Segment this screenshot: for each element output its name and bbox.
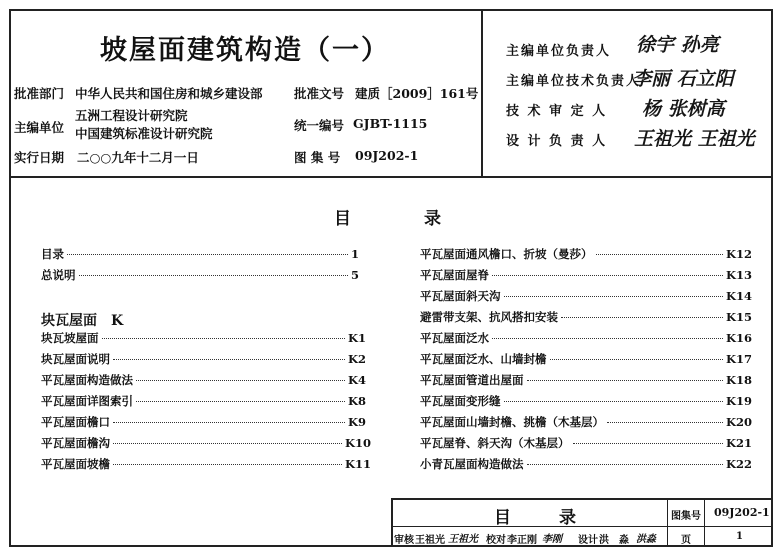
approval-doc: 建质［2009］161号 xyxy=(355,86,479,101)
dot-leader xyxy=(102,338,346,339)
dot-leader xyxy=(492,338,723,339)
toc-entry[interactable] xyxy=(420,456,752,472)
toc-entry-label: 目录 xyxy=(41,247,64,261)
toc-entry-label: 平瓦屋面檐口 xyxy=(41,415,110,429)
review-name: 王祖光 xyxy=(415,535,445,546)
dot-leader xyxy=(136,401,345,402)
page-no-value: 1 xyxy=(736,531,743,542)
signature-tech-head: 李丽 石立阳 xyxy=(632,68,734,90)
toc-entry[interactable] xyxy=(41,414,366,430)
toc-entry-label: 平瓦屋面管道出屋面 xyxy=(420,373,524,387)
dot-leader xyxy=(113,359,345,360)
toc-entry[interactable] xyxy=(420,435,752,451)
toc-entry-page: 1 xyxy=(350,247,359,261)
dot-leader xyxy=(113,464,342,465)
responsible-role-designer: 设 计 负 责 人 xyxy=(506,134,608,149)
toc-title-left: 目 xyxy=(334,209,351,229)
toc-entry[interactable] xyxy=(420,414,752,430)
toc-entry-label: 平瓦屋面构造做法 xyxy=(41,373,133,387)
toc-entry[interactable] xyxy=(41,351,366,367)
dot-leader xyxy=(561,317,723,318)
editor-line1: 五洲工程设计研究院 xyxy=(75,108,188,123)
editor-line2: 中国建筑标准设计研究院 xyxy=(75,126,213,141)
title-block-left-border xyxy=(391,498,393,547)
toc-entry-page: K11 xyxy=(345,457,371,471)
toc-entry-page: K21 xyxy=(726,436,752,450)
dot-leader xyxy=(607,422,723,423)
dot-leader xyxy=(113,422,345,423)
toc-entry-label: 块瓦屋面说明 xyxy=(41,352,110,366)
toc-entry-label: 避雷带支架、抗风搭扣安装 xyxy=(420,310,558,324)
design-signature: 洪淼 xyxy=(636,534,656,545)
toc-entry-page: K18 xyxy=(726,373,752,387)
toc-entry-page: K22 xyxy=(726,457,752,471)
check-name: 李正刚 xyxy=(507,535,537,546)
dot-leader xyxy=(573,443,724,444)
toc-entry-label: 平瓦屋面坡檐 xyxy=(41,457,110,471)
atlas-no: 09J202-1 xyxy=(355,148,419,163)
toc-entry-label: 平瓦屋面详图索引 xyxy=(41,394,133,408)
sheet-title-left: 目 xyxy=(494,508,511,528)
dot-leader xyxy=(596,254,724,255)
dot-leader xyxy=(492,275,723,276)
design-name: 洪 淼 xyxy=(599,535,629,546)
approval-dept: 中华人民共和国住房和城乡建设部 xyxy=(75,86,263,101)
toc-entry[interactable] xyxy=(41,456,371,472)
title-block-divider-2 xyxy=(704,498,705,547)
toc-entry-page: K19 xyxy=(726,394,752,408)
toc-entry-label: 平瓦屋面檐沟 xyxy=(41,436,110,450)
toc-entry-label: 平瓦屋面泛水、山墙封檐 xyxy=(420,352,547,366)
dot-leader xyxy=(527,464,724,465)
toc-entry-label: 平瓦屋脊、斜天沟（木基层） xyxy=(420,436,570,450)
responsible-role-editor-head: 主编单位负责人 xyxy=(506,44,612,59)
title-block-top-border xyxy=(391,498,773,500)
page-title: 坡屋面建筑构造（一） xyxy=(100,35,390,66)
responsible-role-tech-head: 主编单位技术负责人 xyxy=(506,74,642,89)
title-block-divider-1 xyxy=(667,498,668,547)
toc-entry-page: K16 xyxy=(726,331,752,345)
toc-entry-page: K1 xyxy=(348,331,366,345)
toc-entry-page: K13 xyxy=(726,268,752,282)
toc-entry[interactable] xyxy=(41,246,359,262)
toc-entry-page: K10 xyxy=(345,436,371,450)
dot-leader xyxy=(550,359,724,360)
toc-entry-page: K8 xyxy=(348,394,366,408)
check-signature: 李刚 xyxy=(542,534,562,545)
toc-entry-label: 平瓦屋面山墙封檐、挑檐（木基层） xyxy=(420,415,604,429)
toc-entry-page: K4 xyxy=(348,373,366,387)
signature-designer: 王祖光 王祖光 xyxy=(634,128,755,150)
page-label: 页 xyxy=(681,535,691,546)
signature-reviewer: 杨 张树高 xyxy=(642,98,725,120)
atlas-no-label: 图 集 号 xyxy=(294,150,341,165)
toc-entry[interactable] xyxy=(41,435,371,451)
toc-entry-label: 平瓦屋面泛水 xyxy=(420,331,489,345)
toc-entry[interactable] xyxy=(41,267,359,283)
toc-entry[interactable] xyxy=(420,330,752,346)
toc-entry-label: 平瓦屋面屋脊 xyxy=(420,268,489,282)
toc-entry[interactable] xyxy=(420,288,752,304)
unified-no-label: 统一编号 xyxy=(294,118,345,133)
toc-entry[interactable] xyxy=(420,372,752,388)
toc-entry[interactable] xyxy=(41,393,366,409)
toc-entry[interactable] xyxy=(420,309,752,325)
toc-entry-label: 总说明 xyxy=(41,268,76,282)
design-label: 设计 xyxy=(578,535,598,546)
toc-entry-page: K17 xyxy=(726,352,752,366)
approval-dept-label: 批准部门 xyxy=(14,86,65,101)
toc-entry-page: 5 xyxy=(350,268,359,282)
toc-entry-label: 平瓦屋面通风檐口、折坡（曼莎） xyxy=(420,247,593,261)
toc-entry-page: K20 xyxy=(726,415,752,429)
toc-entry-label: 平瓦屋面斜天沟 xyxy=(420,289,501,303)
toc-title-right: 录 xyxy=(424,209,441,229)
dot-leader xyxy=(527,380,724,381)
atlas-label: 图集号 xyxy=(671,511,701,522)
toc-entry-label: 块瓦坡屋面 xyxy=(41,331,99,345)
toc-entry-page: K12 xyxy=(726,247,752,261)
toc-entry[interactable] xyxy=(41,372,366,388)
toc-entry[interactable] xyxy=(420,246,752,262)
review-signature: 王祖光 xyxy=(448,534,478,545)
toc-entry[interactable] xyxy=(420,351,752,367)
toc-entry-label: 小青瓦屋面构造做法 xyxy=(420,457,524,471)
section-title: 块瓦屋面 K xyxy=(41,313,124,329)
dot-leader xyxy=(79,275,348,276)
dot-leader xyxy=(504,296,724,297)
approval-doc-label: 批准文号 xyxy=(294,86,345,101)
signature-editor-head: 徐宇 孙亮 xyxy=(636,34,719,56)
responsible-role-reviewer: 技 术 审 定 人 xyxy=(506,104,608,119)
toc-entry[interactable] xyxy=(41,330,366,346)
toc-entry-page: K9 xyxy=(348,415,366,429)
header-divider xyxy=(9,176,773,178)
sheet-title-right: 录 xyxy=(559,508,576,528)
atlas-no-value: 09J202-1 xyxy=(714,506,770,519)
toc-entry[interactable] xyxy=(420,393,752,409)
impl-date: 二○○九年十二月一日 xyxy=(77,150,199,165)
title-block-mid-line xyxy=(391,526,773,527)
review-label: 审核 xyxy=(394,535,414,546)
unified-no: GJBT-1115 xyxy=(353,116,428,131)
check-label: 校对 xyxy=(486,535,506,546)
header-vertical-divider xyxy=(481,9,483,177)
dot-leader xyxy=(504,401,724,402)
impl-date-label: 实行日期 xyxy=(14,150,65,165)
toc-entry-page: K14 xyxy=(726,289,752,303)
editor-label: 主编单位 xyxy=(14,120,65,135)
toc-entry-page: K2 xyxy=(348,352,366,366)
dot-leader xyxy=(67,254,348,255)
dot-leader xyxy=(136,380,345,381)
toc-entry-page: K15 xyxy=(726,310,752,324)
toc-entry-label: 平瓦屋面变形缝 xyxy=(420,394,501,408)
dot-leader xyxy=(113,443,342,444)
toc-entry[interactable] xyxy=(420,267,752,283)
